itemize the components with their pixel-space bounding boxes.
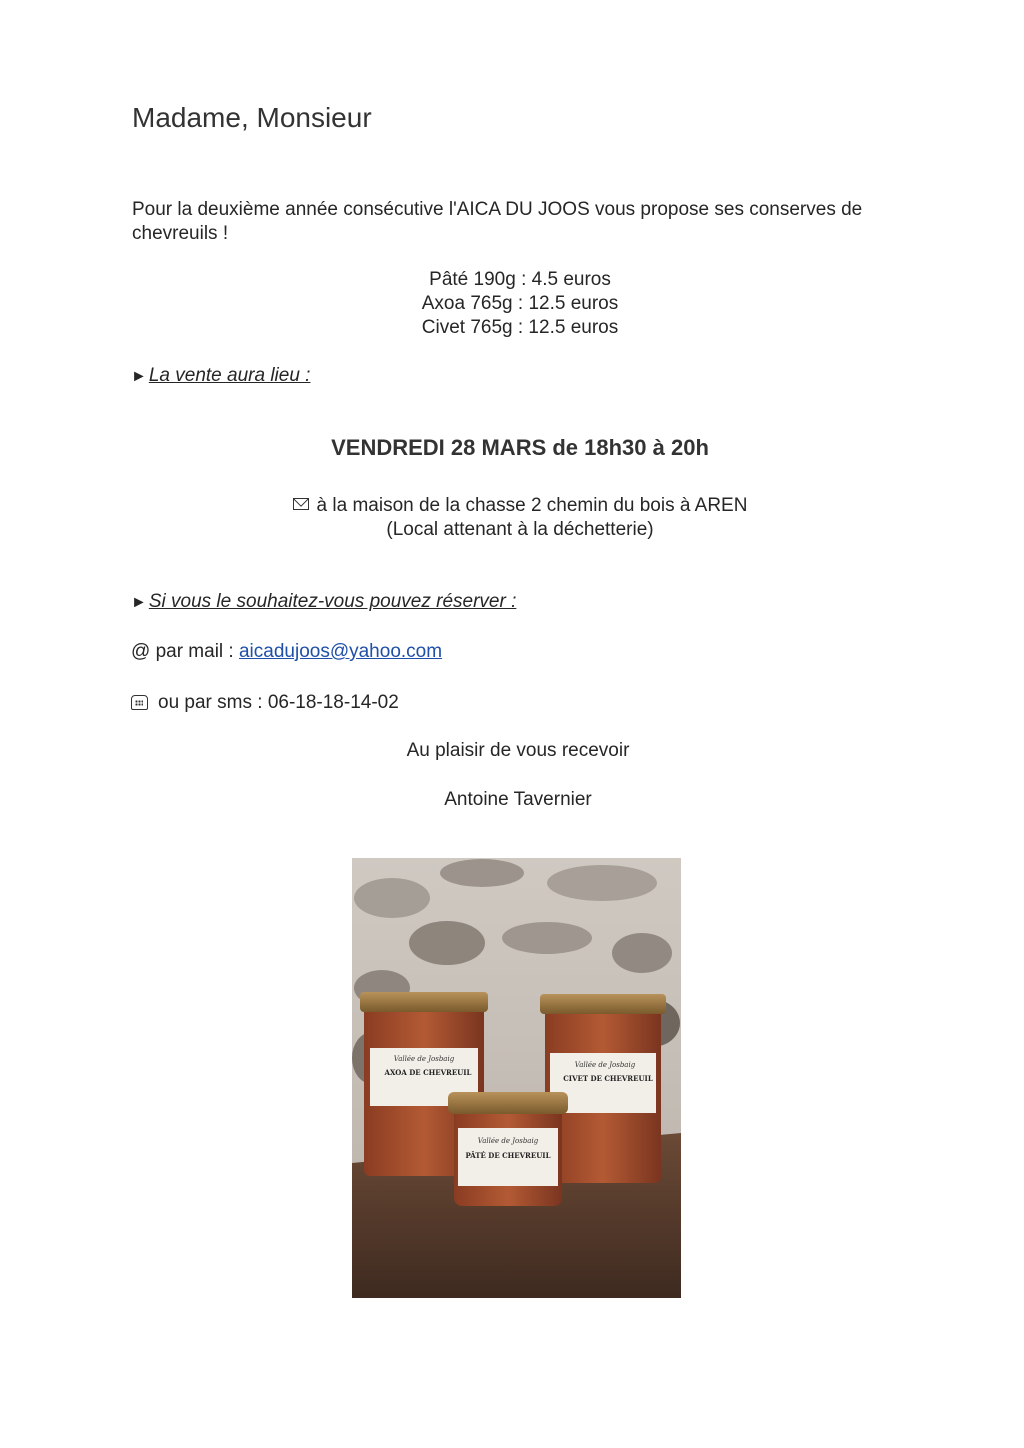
venue-address: à la maison de la chasse 2 chemin du bois à AREN	[316, 495, 748, 516]
sale-heading-text: La vente aura lieu :	[148, 365, 311, 386]
photo-stone	[612, 933, 672, 973]
telephone-icon	[131, 695, 148, 710]
venue-line-1	[200, 494, 840, 518]
signature: Antoine Tavernier	[444, 789, 592, 810]
product-photo	[352, 858, 681, 1298]
jar-left-label-top: Vallée de Josbaig	[393, 1055, 455, 1063]
jar-front-lid	[448, 1092, 568, 1114]
closing-line: Au plaisir de vous recevoir	[406, 740, 630, 761]
photo-stone	[502, 922, 592, 954]
contact-sms	[131, 692, 399, 714]
reserve-heading-text: Si vous le souhaitez-vous pouvez réserver :	[148, 591, 517, 612]
product-list	[300, 268, 740, 340]
envelope-icon	[293, 498, 309, 510]
photo-stone	[409, 921, 485, 965]
jar-right-label-name: CIVET DE CHEVREUIL	[563, 1074, 653, 1083]
greeting: Madame, Monsieur	[132, 102, 372, 133]
play-arrow-icon: ►	[131, 594, 147, 611]
contact-mail	[131, 641, 442, 663]
play-arrow-icon: ►	[131, 368, 147, 385]
sale-date: VENDREDI 28 MARS de 18h30 à 20h	[331, 435, 709, 460]
jar-right-label-top: Vallée de Josbaig	[574, 1061, 636, 1069]
jar-left-lid	[360, 992, 488, 1012]
jar-right-lid	[540, 994, 666, 1014]
venue-line-2: (Local attenant à la déchetterie)	[386, 519, 654, 540]
jar-front-label-top: Vallée de Josbaig	[477, 1137, 539, 1145]
photo-stone	[354, 878, 430, 918]
product-pate: Pâté 190g : 4.5 euros	[429, 269, 611, 290]
intro-paragraph: Pour la deuxième année consécutive l'AICA DU JOOS vous propose ses conserves de chevreuils !	[132, 199, 863, 244]
jar-left-label-name: AXOA DE CHEVREUIL	[384, 1068, 472, 1077]
email-link[interactable]: aicadujoos@yahoo.com	[238, 641, 443, 662]
sms-text: ou par sms : 06-18-18-14-02	[158, 692, 399, 713]
reserve-heading	[131, 591, 516, 613]
sale-heading	[131, 365, 310, 387]
product-civet: Civet 765g : 12.5 euros	[421, 317, 619, 338]
photo-stone	[547, 865, 657, 901]
photo-stone	[440, 859, 524, 887]
mail-prefix: @ par mail :	[131, 641, 239, 662]
jar-front-label-name: PÂTÉ DE CHEVREUIL	[465, 1151, 551, 1160]
product-axoa: Axoa 765g : 12.5 euros	[421, 293, 619, 314]
venue	[200, 494, 840, 542]
